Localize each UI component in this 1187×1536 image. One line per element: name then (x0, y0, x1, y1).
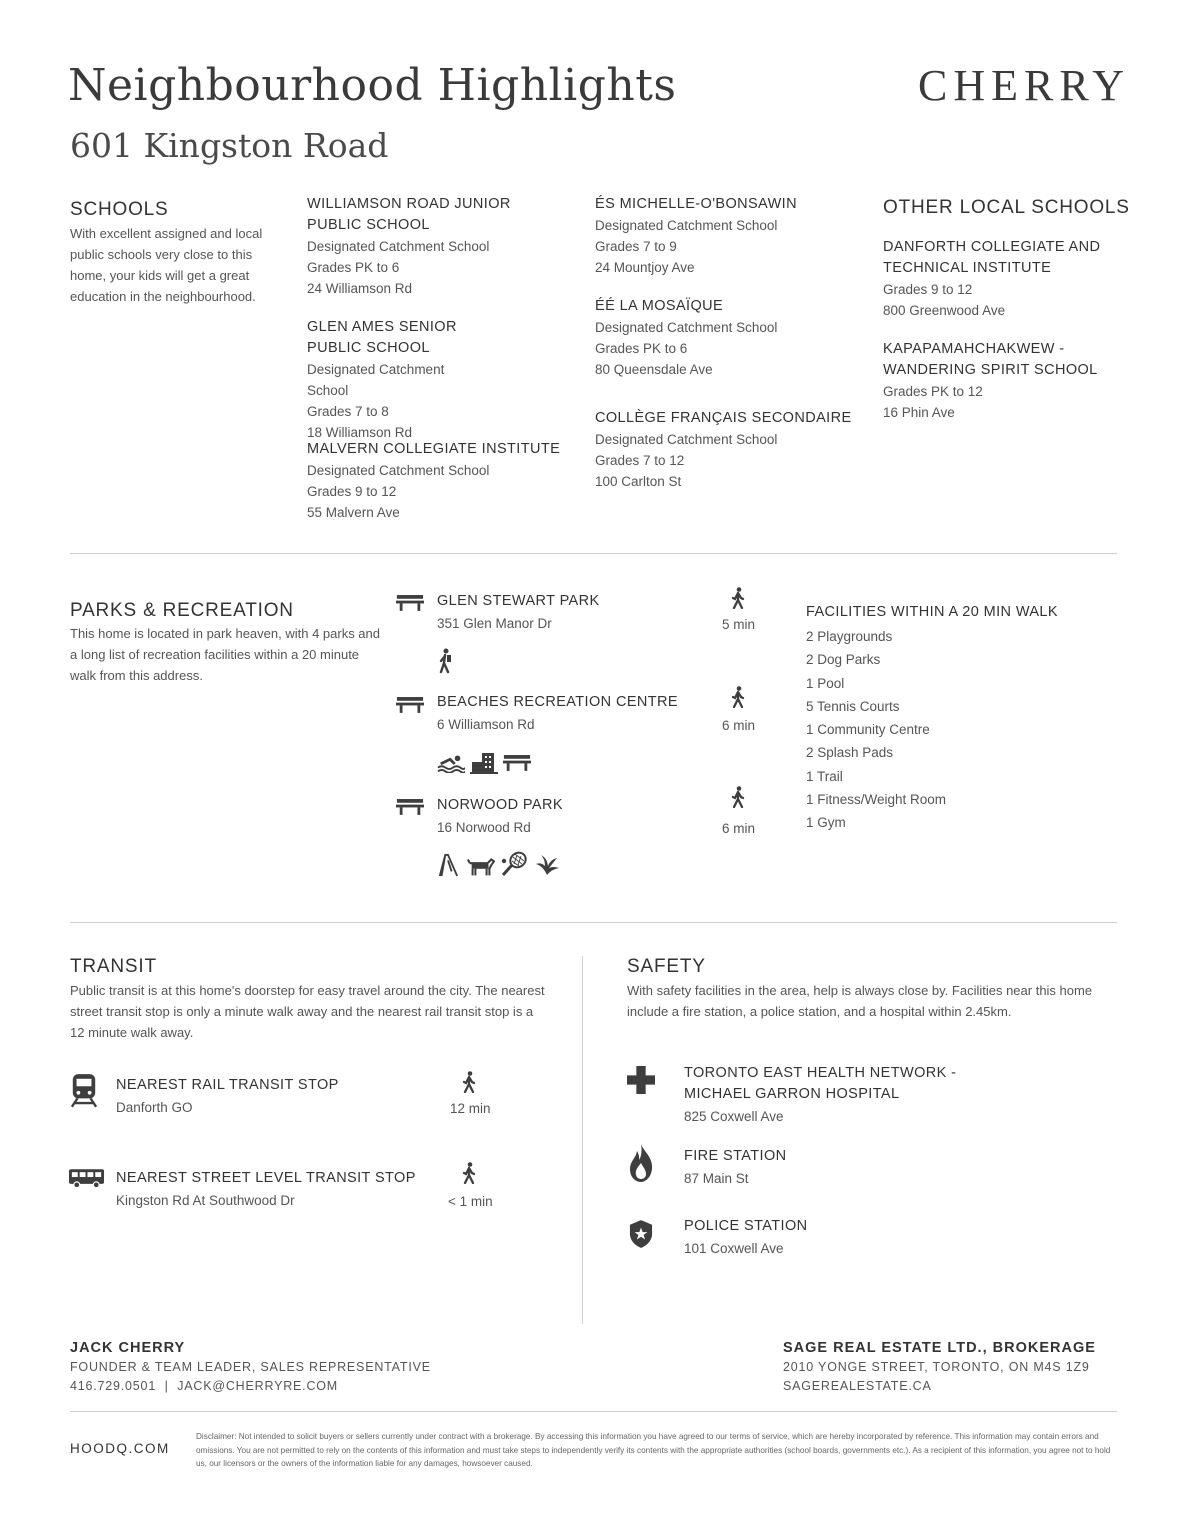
transit-stop-name: Kingston Rd At Southwood Dr (116, 1193, 295, 1208)
park-walk-time: 6 min (722, 718, 756, 733)
tennis-racket-icon (500, 851, 528, 877)
park-walk-time: 5 min (722, 617, 756, 632)
facility-item: 2 Dog Parks (806, 652, 881, 668)
school-card (595, 408, 870, 492)
school-name: COLLÈGE FRANÇAIS SECONDAIRE (595, 410, 852, 426)
school-card (595, 296, 865, 380)
train-icon (70, 1071, 98, 1109)
medical-cross-icon (627, 1066, 655, 1094)
brokerage-name: SAGE REAL ESTATE LTD., BROKERAGE (783, 1340, 1096, 1356)
park-bench-icon (396, 797, 424, 816)
facility-item: 1 Pool (806, 675, 845, 691)
footer-divider (70, 1411, 1117, 1412)
column-divider (582, 956, 583, 1324)
facilities-heading: FACILITIES WITHIN A 20 MIN WALK (806, 604, 1058, 620)
park-walk-time: 6 min (722, 821, 756, 836)
agent-name: JACK CHERRY (70, 1340, 186, 1356)
parks-heading: PARKS & RECREATION (70, 600, 294, 621)
school-grades: Grades PK to 12 (883, 384, 983, 399)
dog-icon (467, 855, 495, 877)
school-address: 100 Carlton St (595, 474, 682, 489)
facility-item: 2 Splash Pads (806, 745, 894, 761)
police-badge-icon (629, 1219, 653, 1249)
school-address: 80 Queensdale Ave (595, 362, 713, 377)
section-divider (70, 553, 1117, 554)
transit-walk-time: < 1 min (448, 1194, 493, 1209)
school-card (883, 339, 1123, 423)
school-card (307, 317, 487, 443)
transit-description: Public transit is at this home's doorstep for easy travel around the city. The nearest street transit stop is only a minute walk away and the nearest rail transit stop is a 12 minute walk away. (70, 983, 545, 1040)
schools-description: With excellent assigned and local public schools very close to this home, your kids will get a great education in the neighbourhood. (70, 226, 263, 304)
school-grades: Grades 7 to 9 (595, 239, 677, 254)
swimmer-icon (437, 753, 465, 773)
facility-item: 2 Playgrounds (806, 629, 893, 644)
safety-facility-name: TORONTO EAST HEALTH NETWORK - MICHAEL GARRON HOSPITAL (684, 1065, 957, 1102)
park-address: 6 Williamson Rd (437, 717, 535, 732)
site-link[interactable]: HOODQ.COM (70, 1441, 170, 1456)
school-card (595, 194, 865, 278)
school-address: 18 Williamson Rd (307, 425, 413, 440)
school-name: WILLIAMSON ROAD JUNIOR PUBLIC SCHOOL (307, 196, 511, 233)
school-type: Designated Catchment School (307, 239, 490, 254)
school-name: ÉÉ LA MOSAÏQUE (595, 298, 724, 314)
safety-facility-address: 825 Coxwell Ave (684, 1109, 784, 1124)
park-bench-icon (503, 753, 531, 772)
park-address: 351 Glen Manor Dr (437, 616, 552, 631)
park-name: NORWOOD PARK (437, 797, 563, 813)
school-grades: Grades 7 to 12 (595, 453, 685, 468)
brand-logo: CHERRY (918, 61, 1131, 110)
park-bench-icon (396, 695, 424, 714)
park-name: GLEN STEWART PARK (437, 593, 600, 609)
school-type: Designated Catchment School (307, 362, 445, 398)
safety-facility-name: FIRE STATION (684, 1148, 787, 1164)
facility-item: 5 Tennis Courts (806, 698, 900, 714)
school-address: 24 Williamson Rd (307, 281, 413, 296)
school-type: Designated Catchment School (595, 218, 778, 233)
school-card (883, 237, 1123, 321)
transit-stop-label: NEAREST RAIL TRANSIT STOP (116, 1077, 339, 1093)
school-grades: Grades PK to 6 (595, 341, 688, 356)
school-address: 55 Malvern Ave (307, 505, 400, 520)
other-schools-heading: OTHER LOCAL SCHOOLS (883, 197, 1130, 218)
school-type: Designated Catchment School (595, 320, 778, 335)
safety-facility-address: 101 Coxwell Ave (684, 1241, 784, 1256)
transit-heading: TRANSIT (70, 956, 157, 977)
school-address: 16 Phin Ave (883, 405, 955, 420)
walking-person-icon (730, 786, 746, 808)
walking-person-icon (461, 1071, 477, 1093)
splash-pad-icon (533, 852, 561, 876)
school-grades: Grades PK to 6 (307, 260, 400, 275)
agent-title: FOUNDER & TEAM LEADER, SALES REPRESENTATIVE (70, 1360, 431, 1374)
school-type: Designated Catchment School (595, 432, 778, 447)
safety-facility-address: 87 Main St (684, 1171, 749, 1186)
brokerage-website[interactable]: SAGEREALESTATE.CA (783, 1379, 932, 1393)
parks-description: This home is located in park heaven, with 4 parks and a long list of recreation facilities within a 20 minute walk from this address. (70, 626, 381, 683)
facility-item: 1 Community Centre (806, 722, 930, 738)
schools-heading: SCHOOLS (70, 199, 169, 220)
page-title: Neighbourhood Highlights (68, 60, 677, 111)
school-name: GLEN AMES SENIOR PUBLIC SCHOOL (307, 319, 457, 356)
school-name: ÉS MICHELLE-O'BONSAWIN (595, 196, 797, 212)
school-type: Designated Catchment School (307, 463, 490, 478)
safety-heading: SAFETY (627, 956, 706, 977)
agent-contact[interactable]: 416.729.0501 | JACK@CHERRYRE.COM (70, 1379, 339, 1393)
bus-icon (68, 1167, 105, 1189)
facility-item: 1 Gym (806, 815, 846, 831)
safety-facility-name: POLICE STATION (684, 1218, 808, 1234)
disclaimer: Disclaimer: Not intended to solicit buyers or sellers currently under contract with a brokerage. By accessing this information you have agreed to our terms of service, which are hereby incorporated by reference. This information may contain errors and omissions. You are not permitted to rely on the contents of this information and must take steps to independently verify its contents with the appropriate authorities (school boards, governments etc.). As a recipient of this information, you agree not to hold us, our licensors or the owners of the information liable for any damages, howsoever caused. (196, 1432, 1111, 1468)
school-name: MALVERN COLLEGIATE INSTITUTE (307, 441, 561, 457)
safety-description: With safety facilities in the area, help is always close by. Facilities near this home include a fire station, a police station, and a hospital within 2.45km. (627, 983, 1093, 1019)
walking-person-icon (461, 1162, 477, 1184)
park-address: 16 Norwood Rd (437, 820, 531, 835)
brokerage-address: 2010 YONGE STREET, TORONTO, ON M4S 1Z9 (783, 1360, 1090, 1374)
facility-item: 1 Fitness/Weight Room (806, 792, 947, 808)
school-grades: Grades 9 to 12 (883, 282, 973, 297)
flame-icon (628, 1143, 654, 1183)
facilities-list (806, 625, 946, 835)
hiker-icon (437, 648, 453, 674)
park-bench-icon (396, 593, 424, 612)
park-name: BEACHES RECREATION CENTRE (437, 694, 678, 710)
school-address: 24 Mountjoy Ave (595, 260, 695, 275)
transit-stop-name: Danforth GO (116, 1100, 193, 1115)
school-card (307, 439, 577, 523)
school-grades: Grades 7 to 8 (307, 404, 389, 419)
school-name: KAPAPAMAHCHAKWEW - WANDERING SPIRIT SCHOOL (883, 341, 1098, 378)
section-divider (70, 922, 1117, 923)
walking-person-icon (730, 587, 746, 609)
school-address: 800 Greenwood Ave (883, 303, 1006, 318)
building-icon (470, 752, 498, 774)
walking-person-icon (730, 686, 746, 708)
transit-stop-label: NEAREST STREET LEVEL TRANSIT STOP (116, 1170, 416, 1186)
school-name: DANFORTH COLLEGIATE AND TECHNICAL INSTITUTE (883, 239, 1101, 276)
school-card (307, 194, 547, 299)
property-address: 601 Kingston Road (70, 126, 389, 165)
playground-slide-icon (437, 852, 459, 878)
facility-item: 1 Trail (806, 768, 843, 784)
transit-walk-time: 12 min (450, 1101, 491, 1116)
school-grades: Grades 9 to 12 (307, 484, 397, 499)
